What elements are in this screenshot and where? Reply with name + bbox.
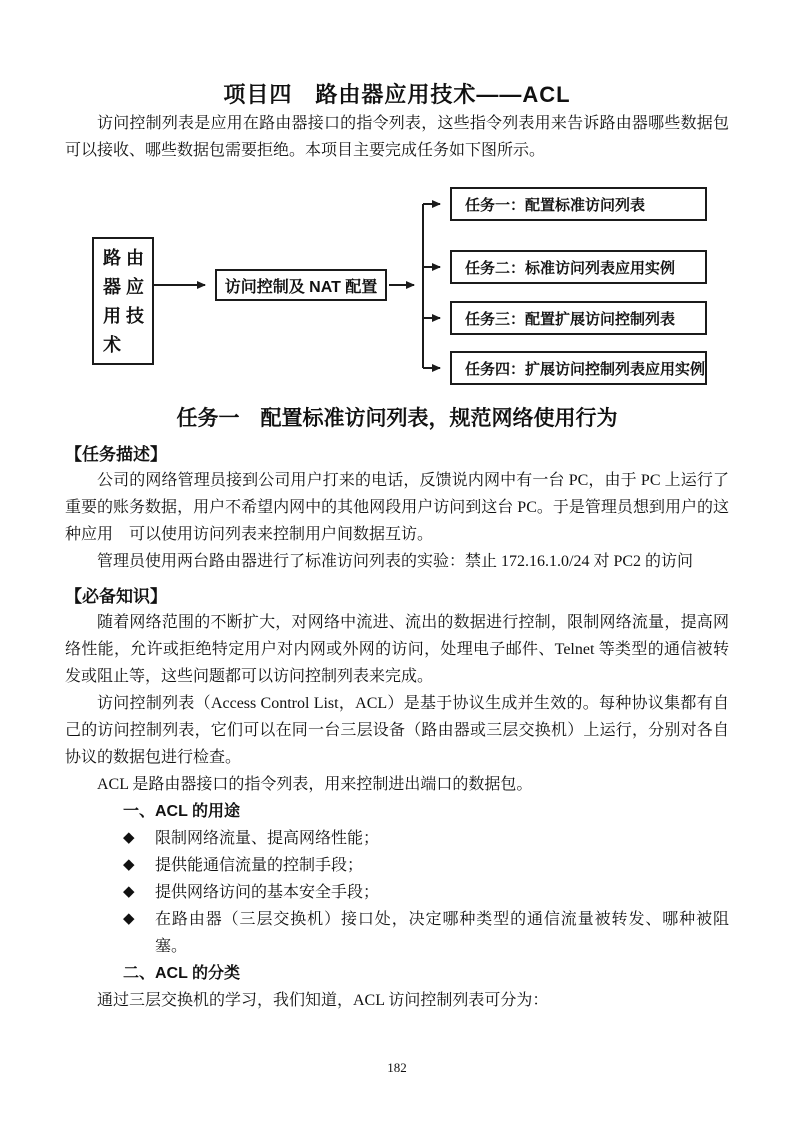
bullet-text: 提供能通信流量的控制手段； (155, 857, 364, 874)
page-title: 项目四 路由器应用技术——ACL (223, 82, 571, 107)
knowledge-paragraph: ACL 是路由器接口的指令列表，用来控制进出端口的数据包。 (97, 776, 533, 793)
list-item (123, 879, 729, 906)
bullet-text: 限制网络流量、提高网络性能； (155, 830, 380, 847)
diagram-task-box-2: 任务二：标准访问列表应用实例 (450, 250, 707, 284)
knowledge-paragraph: 访问控制列表（Access Control List，ACL）是基于协议生成并生效的。每种协议集都有自己的访问控制列表，它们可以在同一台三层设备（路由器或三层交换机）上运行，分别对各自协议的数据包进行检查。 (65, 695, 729, 766)
root-box-line: 术 (103, 335, 121, 355)
list-item (123, 825, 729, 852)
knowledge-paragraph: 随着网络范围的不断扩大，对网络中流进、流出的数据进行控制，限制网络流量，提高网络性能，允许或拒绝特定用户对内网或外网的访问，处理电子邮件、Telnet 等类型的通信被转发或阻止等，这些问题都可以访问控制列表来完成。 (65, 614, 729, 685)
diagram-mid-box: 访问控制及 NAT 配置 (215, 269, 387, 301)
acl-types-heading: 二、ACL 的分类 (123, 965, 241, 982)
task-description-label: 【任务描述】 (65, 445, 167, 464)
bullet-text: 提供网络访问的基本安全手段； (155, 884, 380, 901)
task-description-paragraph: 管理员使用两台路由器进行了标准访问列表的实验：禁止 172.16.1.0/24 对 PC2 的访问 (97, 553, 694, 570)
root-box-line: 用 技 (103, 306, 145, 326)
page-number: 182 (387, 1060, 407, 1075)
diamond-bullet-icon: ◆ (123, 911, 135, 927)
diamond-bullet-icon: ◆ (123, 830, 135, 846)
diagram-task-box-3: 任务三：配置扩展访问控制列表 (450, 301, 707, 335)
diagram-task-box-4: 任务四：扩展访问控制列表应用实例 (450, 351, 707, 385)
bullet-text: 在路由器（三层交换机）接口处，决定哪种类型的通信流量被转发、哪种被阻塞。 (155, 911, 729, 955)
diamond-bullet-icon: ◆ (123, 857, 135, 873)
task-section-heading: 任务一 配置标准访问列表，规范网络使用行为 (176, 407, 618, 430)
acl-uses-heading: 一、ACL 的用途 (123, 803, 241, 820)
diamond-bullet-icon: ◆ (123, 884, 135, 900)
list-item (123, 852, 729, 879)
root-box-line: 路 由 (103, 248, 145, 268)
diagram-task-box-1: 任务一：配置标准访问列表 (450, 187, 707, 221)
root-box-line: 器 应 (103, 277, 145, 297)
task-description-paragraph: 公司的网络管理员接到公司用户打来的电话，反馈说内网中有一台 PC，由于 PC 上运行了重要的账务数据，用户不希望内网中的其他网段用户访问到这台 PC。于是管理员想到用户的这种应用 可以使用访问列表来控制用户间数据互访。 (65, 472, 729, 543)
list-item (123, 906, 729, 960)
required-knowledge-label: 【必备知识】 (65, 587, 167, 606)
intro-paragraph: 访问控制列表是应用在路由器接口的指令列表，这些指令列表用来告诉路由器哪些数据包可以接收、哪些数据包需要拒绝。本项目主要完成任务如下图所示。 (65, 115, 729, 159)
acl-types-intro: 通过三层交换机的学习，我们知道，ACL 访问控制列表可分为： (97, 992, 549, 1009)
task-flow-diagram (0, 180, 794, 395)
diagram-root-box (92, 237, 154, 365)
